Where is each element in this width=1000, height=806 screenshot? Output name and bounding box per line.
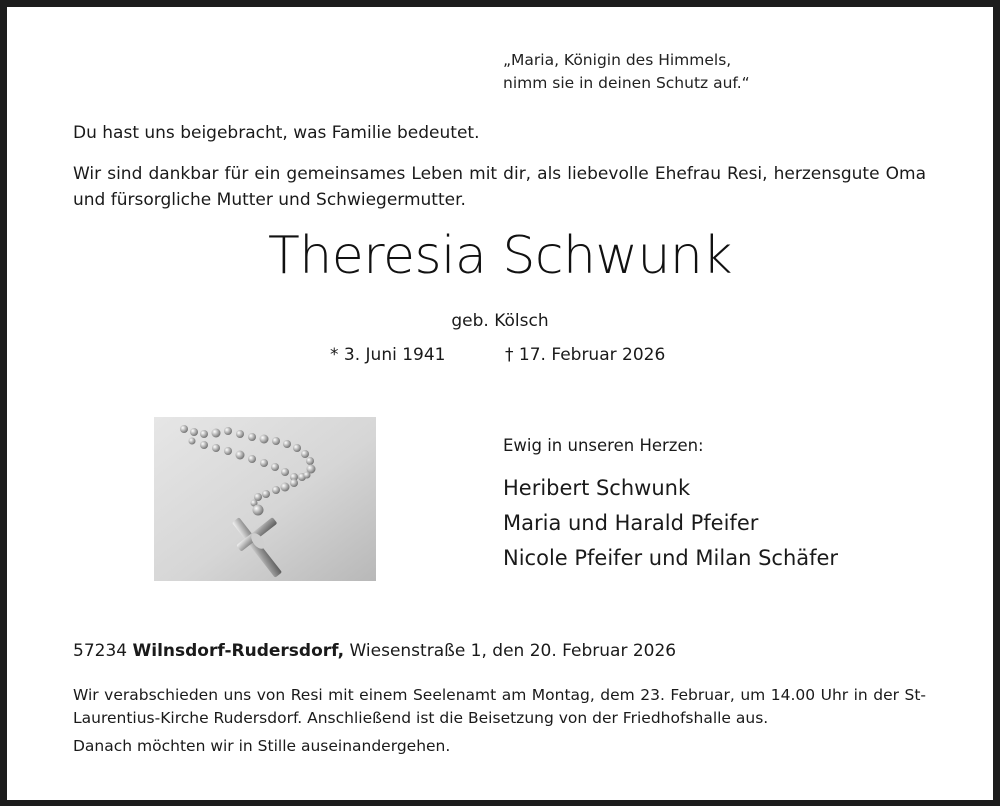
address-city: Wilnsdorf-Rudersdorf, [132,641,345,661]
intro-paragraph-2: Wir sind dankbar für ein gemeinsames Leben mit dir, als liebevolle Ehefrau Resi, herzensgute Oma und fürsorgliche Mutter und Schwiegermutter. [73,164,926,210]
rosary-image [154,417,376,581]
service-paragraph: Wir verabschieden uns von Resi mit einem Seelenamt am Montag, dem 23. Februar, um 14.00 Uhr in der St-Laurentius-Kirche Rudersdorf. Anschließend ist die Beisetzung von der Friedhofshalle aus. [73,686,926,727]
address-rest: Wiesenstraße 1, den 20. Februar 2026 [349,641,677,661]
death-date: † 17. Februar 2026 [505,345,666,365]
quote-line-1: „Maria, Königin des Himmels, [503,51,732,69]
mourners-heading: Ewig in unseren Herzen: [503,436,704,455]
quote [503,49,750,95]
birth-date: * 3. Juni 1941 [330,345,446,365]
closing-line: Danach möchten wir in Stille auseinandergehen. [73,737,451,755]
mourner-name: Nicole Pfeifer und Milan Schäfer [503,546,839,570]
intro-paragraph-1: Du hast uns beigebracht, was Familie bedeutet. [73,123,480,143]
address-line [73,641,676,661]
quote-line-2: nimm sie in deinen Schutz auf.“ [503,74,750,92]
mourner-name: Heribert Schwunk [503,476,691,500]
maiden-name: geb. Kölsch [451,311,549,331]
deceased-name: Theresia Schwunk [268,226,732,286]
address-zip: 57234 [73,641,128,661]
mourner-name: Maria und Harald Pfeifer [503,511,759,535]
